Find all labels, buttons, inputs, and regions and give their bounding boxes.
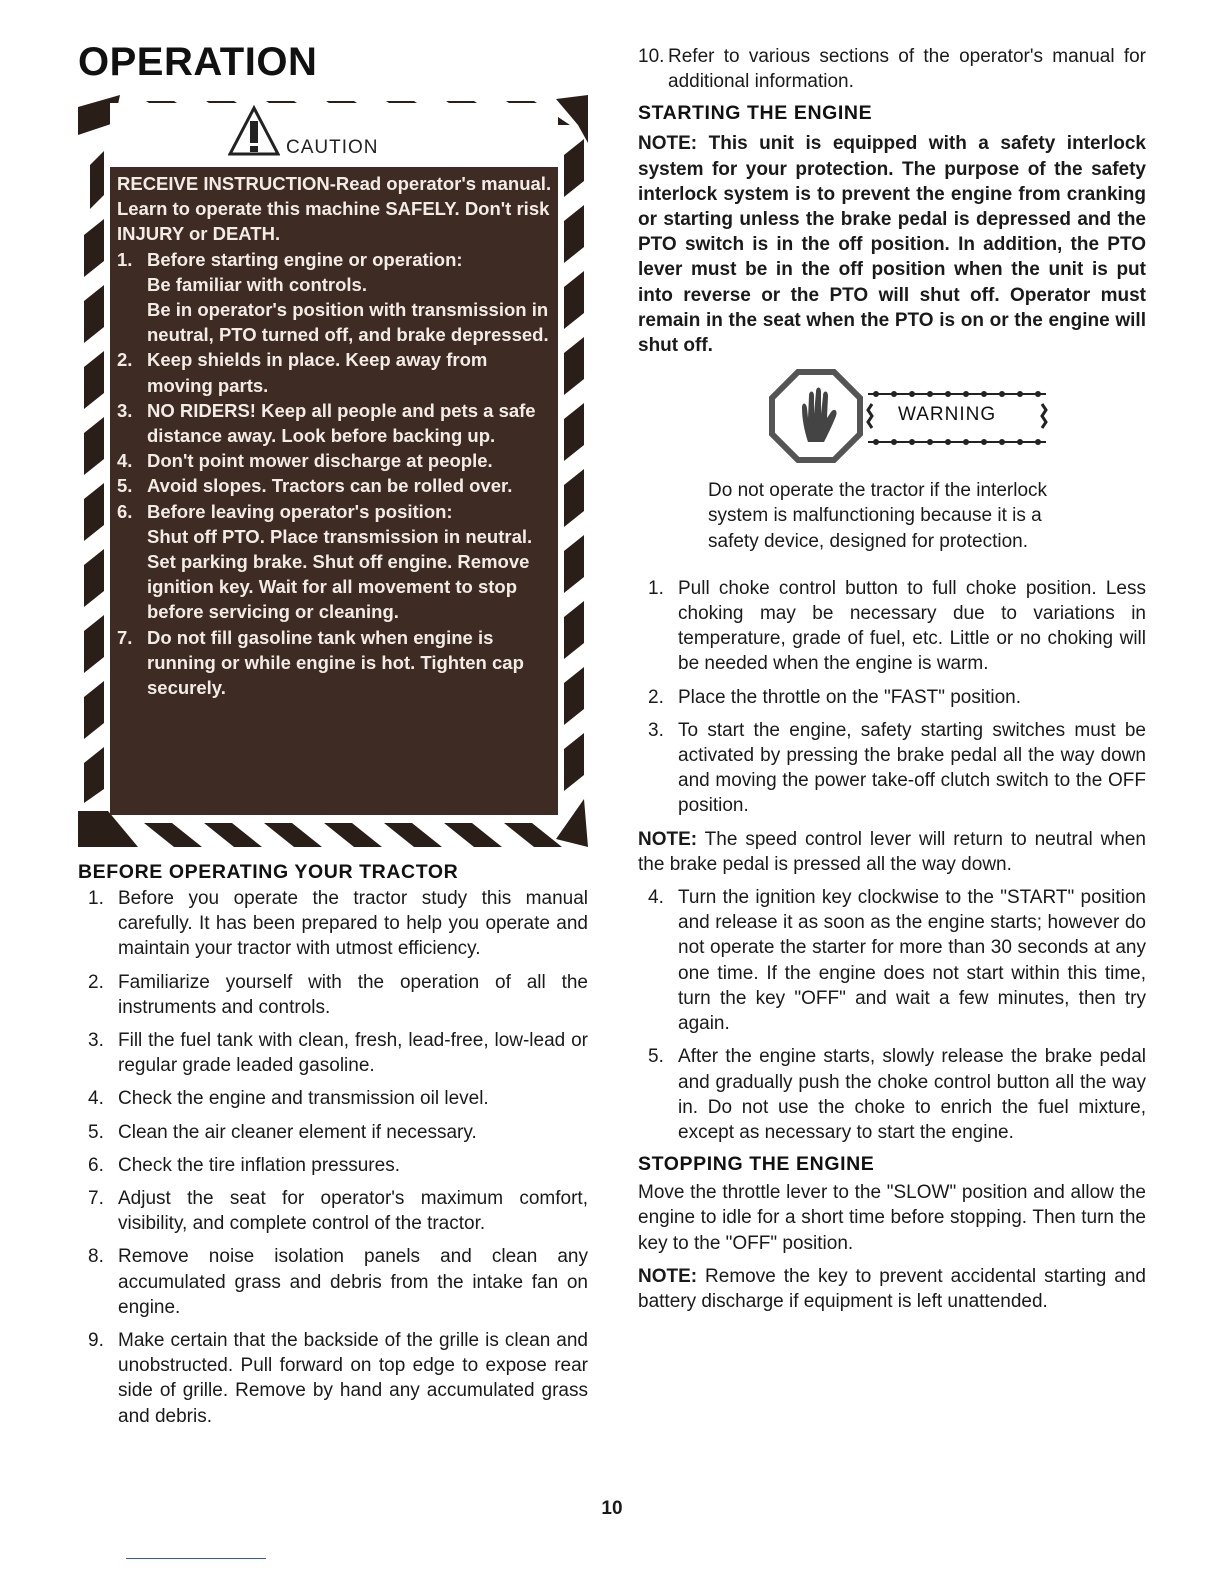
caution-item-number: 2. xyxy=(117,349,133,371)
caution-item-number: 3. xyxy=(117,399,133,421)
interlock-note: NOTE: This unit is equipped with a safety interlock system for your protection. The purpose of the safety interlock system is to prevent the engine from cranking or starting unless the brake pedal is depressed and the PTO switch is in the off position. In addition, the PTO lever must be in the off position when the unit is put into reverse or the PTO will shut off. Operator must remain in the seat when the PTO is on or the engine will shut off. xyxy=(638,133,1146,357)
list-item xyxy=(78,1120,588,1145)
list-item-number: 5. xyxy=(88,1121,104,1143)
list-item-text: Turn the ignition key clockwise to the "START" position and release it as soon as the engine starts; however do not operate the starter for more than 30 seconds at any one time. If the engine does not start within this time, turn the key "OFF" and wait a few minutes, then try again. xyxy=(678,887,1146,1035)
caution-item-number: 4. xyxy=(117,450,133,472)
caution-item-line: Keep shields in place. Keep away from moving parts. xyxy=(147,349,488,396)
list-item xyxy=(78,1186,588,1236)
list-item-text: To start the engine, safety starting switches must be activated by pressing the brake pedal all the way down and moving the power take-off clutch switch to the OFF position. xyxy=(678,719,1146,817)
list-item xyxy=(78,970,588,1020)
list-item xyxy=(78,1028,588,1078)
starting-steps xyxy=(638,576,1146,819)
list-item xyxy=(638,1044,1146,1145)
caution-item-number: 7. xyxy=(117,626,133,648)
caution-item-number: 5. xyxy=(117,475,133,497)
caution-item-line: Shut off PTO. Place transmission in neutral. Set parking brake. Shut off engine. Remove ignition key. Wait for all movement to stop before servicing or cleaning. xyxy=(147,525,533,623)
caution-text xyxy=(117,171,553,700)
warning-box xyxy=(638,368,1146,480)
list-item xyxy=(638,718,1146,819)
caution-item-line: Before leaving operator's position: xyxy=(147,500,453,522)
list-item-text: Adjust the seat for operator's maximum comfort, visibility, and complete control of the tractor. xyxy=(118,1188,588,1235)
speed-control-note xyxy=(638,827,1146,877)
caution-item xyxy=(117,625,553,701)
list-item-number: 3. xyxy=(88,1030,104,1052)
list-item-number: 6. xyxy=(88,1154,104,1176)
caution-item-line: NO RIDERS! Keep all people and pets a safe distance away. Look before backing up. xyxy=(147,399,536,447)
list-item xyxy=(638,685,1146,710)
caution-item-line: Don't point mower discharge at people. xyxy=(147,450,493,472)
list-item-number: 4. xyxy=(648,887,664,909)
caution-intro: RECEIVE INSTRUCTION-Read operator's manual. Learn to operate this machine SAFELY. Don't risk INJURY or DEATH. xyxy=(117,173,552,245)
caution-decal xyxy=(78,95,588,855)
list-item-text: Before you operate the tractor study this manual carefully. It has been prepared to help you operate and maintain your tractor with utmost efficiency. xyxy=(118,888,588,960)
note-label: NOTE: xyxy=(638,1265,698,1287)
list-item-text: Make certain that the backside of the grille is clean and unobstructed. Pull forward on top edge to expose rear side of grille. Remove by hand any accumulated grass and debris. xyxy=(118,1330,588,1427)
before-operating-list-continued xyxy=(638,44,1146,94)
list-item-number: 7. xyxy=(88,1188,104,1210)
list-item-text: Familiarize yourself with the operation of all the instruments and controls. xyxy=(118,971,588,1018)
starting-heading: STARTING THE ENGINE xyxy=(638,102,873,125)
list-item xyxy=(78,1086,588,1111)
caution-item xyxy=(117,247,553,348)
list-item-number: 2. xyxy=(648,686,664,708)
list-item-text: Refer to various sections of the operator's manual for additional information. xyxy=(668,46,1146,93)
stopping-text: Move the throttle lever to the "SLOW" position and allow the engine to idle for a short time before stopping. Then turn the key to the "OFF" position. xyxy=(638,1182,1146,1254)
caution-item-line: Be in operator's position with transmission in neutral, PTO turned off, and brake depressed. xyxy=(147,299,549,346)
list-item-number: 9. xyxy=(88,1330,104,1352)
list-item-text: Fill the fuel tank with clean, fresh, lead-free, low-lead or regular grade leaded gasoline. xyxy=(118,1030,588,1077)
list-item-number: 5. xyxy=(648,1046,664,1068)
page-title: OPERATION xyxy=(78,40,318,84)
caution-label: CAUTION xyxy=(286,137,379,158)
stopping-note xyxy=(638,1264,1146,1314)
caution-item-line: Before starting engine or operation: xyxy=(147,248,463,270)
list-item-number: 2. xyxy=(88,971,104,993)
before-operating-list xyxy=(78,886,588,1429)
left-column xyxy=(78,40,588,1437)
note-label: NOTE: xyxy=(638,828,698,850)
right-column xyxy=(638,40,1146,1314)
caution-item-line: Do not fill gasoline tank when engine is running or while engine is hot. Tighten cap securely. xyxy=(147,626,524,699)
caution-panel xyxy=(110,137,558,815)
before-operating-heading: BEFORE OPERATING YOUR TRACTOR xyxy=(78,861,459,883)
footer-rule xyxy=(126,1558,266,1559)
caution-item-number: 1. xyxy=(117,248,133,270)
list-item xyxy=(78,886,588,962)
note-text: Remove the key to prevent accidental starting and battery discharge if equipment is left unattended. xyxy=(638,1265,1146,1312)
list-item-text: Place the throttle on the "FAST" position. xyxy=(678,686,1022,708)
list-item-number: 10. xyxy=(638,46,665,67)
list-item-number: 3. xyxy=(648,719,664,741)
stopping-heading: STOPPING THE ENGINE xyxy=(638,1153,875,1176)
caution-item-line: Avoid slopes. Tractors can be rolled over. xyxy=(147,475,513,497)
list-item xyxy=(78,1153,588,1178)
list-item-text: Clean the air cleaner element if necessary. xyxy=(118,1121,477,1143)
list-item-text: Check the engine and transmission oil level. xyxy=(118,1088,489,1110)
list-item-text: Remove noise isolation panels and clean any accumulated grass and debris from the intake fan on engine. xyxy=(118,1246,588,1318)
caution-header xyxy=(110,103,558,167)
caution-item xyxy=(117,347,553,397)
list-item xyxy=(638,576,1146,677)
caution-list xyxy=(117,247,553,701)
list-item-number: 4. xyxy=(88,1088,104,1110)
list-item-number: 1. xyxy=(88,888,104,909)
list-item xyxy=(78,1328,588,1429)
warning-text: Do not operate the tractor if the interlock system is malfunctioning because it is a safety device, designed for protection. xyxy=(708,480,1048,552)
list-item-text: Pull choke control button to full choke position. Less choking may be necessary due to variations in temperature, grade of fuel, etc. Little or no choking will be needed when the engine is warm. xyxy=(678,577,1146,675)
page-number: 10 xyxy=(601,1498,623,1519)
list-item-number: 8. xyxy=(88,1246,104,1268)
caution-item xyxy=(117,398,553,448)
list-item-text: After the engine starts, slowly release the brake pedal and gradually push the choke control button all the way in. Do not use the choke to enrich the fuel mixture, except as necessary to start the engine. xyxy=(678,1046,1146,1143)
caution-item xyxy=(117,499,553,625)
list-item-text: Check the tire inflation pressures. xyxy=(118,1154,400,1176)
caution-item-line: Be familiar with controls. xyxy=(147,273,367,295)
list-item-number: 1. xyxy=(648,577,664,599)
list-item xyxy=(638,885,1146,1036)
caution-item xyxy=(117,448,553,473)
caution-item-number: 6. xyxy=(117,500,133,522)
caution-triangle-icon xyxy=(228,105,280,157)
note-text: The speed control lever will return to neutral when the brake pedal is pressed all the way down. xyxy=(638,828,1146,875)
caution-item xyxy=(117,473,553,498)
list-item xyxy=(638,44,1146,94)
list-item xyxy=(78,1244,588,1320)
warning-label: WARNING xyxy=(898,404,997,426)
starting-steps-continued xyxy=(638,885,1146,1145)
